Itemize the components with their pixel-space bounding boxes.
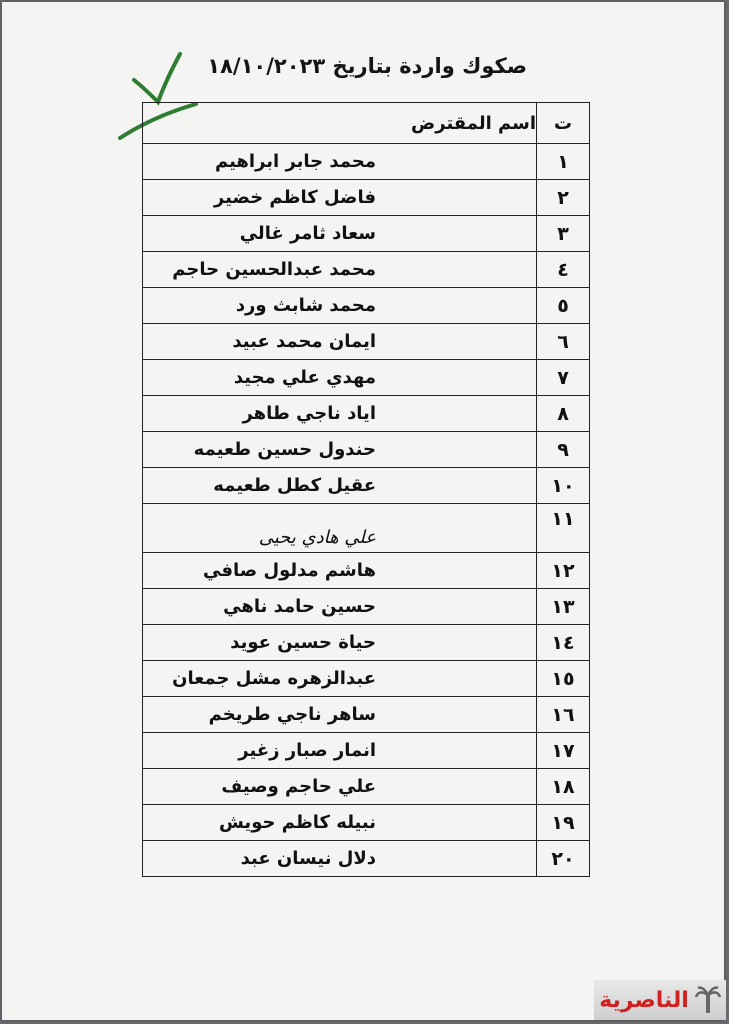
row-name: حياة حسين عويد <box>143 625 537 661</box>
table-header-row <box>143 103 590 144</box>
table-row <box>143 144 590 180</box>
table-row <box>143 288 590 324</box>
row-number: ٤ <box>537 252 590 288</box>
row-number: ١٩ <box>537 805 590 841</box>
header-borrower-name: اسم المقترض <box>143 103 537 144</box>
watermark-text: الناصرية <box>599 987 689 1013</box>
palm-logo-icon <box>695 985 721 1015</box>
table-row <box>143 805 590 841</box>
row-name: انمار صبار زغير <box>143 733 537 769</box>
row-number: ٨ <box>537 396 590 432</box>
row-number: ١٢ <box>537 553 590 589</box>
row-name: فاضل كاظم خضير <box>143 180 537 216</box>
row-number: ٩ <box>537 432 590 468</box>
row-number: ٢ <box>537 180 590 216</box>
table-row <box>143 324 590 360</box>
table-row <box>143 396 590 432</box>
table-row <box>143 360 590 396</box>
table-row <box>143 697 590 733</box>
row-number: ٦ <box>537 324 590 360</box>
row-number: ٥ <box>537 288 590 324</box>
table-row <box>143 504 590 553</box>
row-name: محمد جابر ابراهيم <box>143 144 537 180</box>
row-number: ١٥ <box>537 661 590 697</box>
row-number: ١٠ <box>537 468 590 504</box>
table-row <box>143 216 590 252</box>
row-name: نبيله كاظم حويش <box>143 805 537 841</box>
row-name: ساهر ناجي طريخم <box>143 697 537 733</box>
document-title: صكوك واردة بتاريخ ١٨/١٠/٢٠٢٣ <box>207 54 527 78</box>
row-name: حسين حامد ناهي <box>143 589 537 625</box>
table-row <box>143 432 590 468</box>
row-name: هاشم مدلول صافي <box>143 553 537 589</box>
table-row <box>143 180 590 216</box>
row-number: ١٧ <box>537 733 590 769</box>
row-number: ١٤ <box>537 625 590 661</box>
table-row <box>143 589 590 625</box>
row-name: عقيل كطل طعيمه <box>143 468 537 504</box>
borrowers-table <box>142 102 590 877</box>
row-number: ١٨ <box>537 769 590 805</box>
row-name: علي هادي يحيى <box>143 504 537 553</box>
row-number: ٢٠ <box>537 841 590 877</box>
table-row <box>143 841 590 877</box>
row-name: اياد ناجي طاهر <box>143 396 537 432</box>
row-name: علي حاجم وصيف <box>143 769 537 805</box>
row-number: ١٦ <box>537 697 590 733</box>
table-row <box>143 252 590 288</box>
row-number: ١٣ <box>537 589 590 625</box>
table-row <box>143 553 590 589</box>
row-name: محمد شابث ورد <box>143 288 537 324</box>
row-number: ٧ <box>537 360 590 396</box>
site-watermark <box>594 980 726 1020</box>
row-name: حندول حسين طعيمه <box>143 432 537 468</box>
row-name: مهدي علي مجيد <box>143 360 537 396</box>
row-name: دلال نيسان عبد <box>143 841 537 877</box>
row-name: محمد عبدالحسين حاجم <box>143 252 537 288</box>
table-row <box>143 625 590 661</box>
table-row <box>143 733 590 769</box>
document-page <box>2 2 724 1020</box>
row-number: ٣ <box>537 216 590 252</box>
row-number: ١ <box>537 144 590 180</box>
header-number: ت <box>537 103 590 144</box>
row-name: سعاد ثامر غالي <box>143 216 537 252</box>
table-row <box>143 468 590 504</box>
row-number: ١١ <box>537 504 590 553</box>
table-row <box>143 661 590 697</box>
row-name: ايمان محمد عبيد <box>143 324 537 360</box>
table-row <box>143 769 590 805</box>
row-name: عبدالزهره مشل جمعان <box>143 661 537 697</box>
